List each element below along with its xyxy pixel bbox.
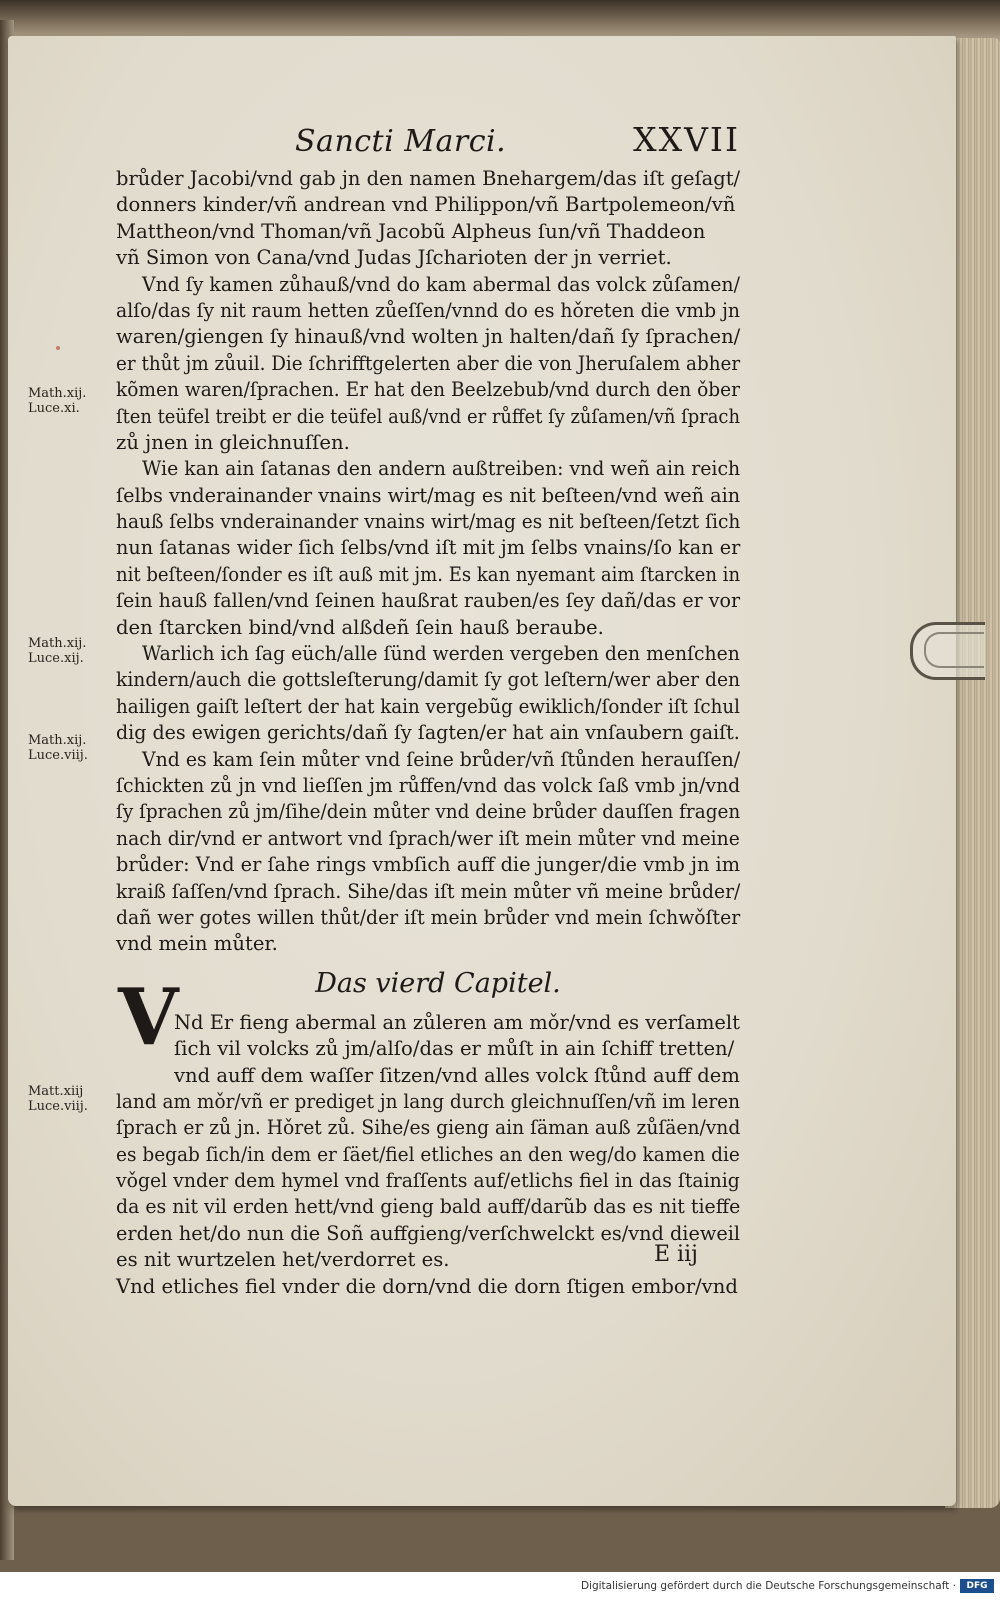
chapter-title: Das vierd Capitel. — [315, 967, 561, 999]
text-line: ſich vil volcks zů jm/alſo/das er můſt in ain ſchiff tretten/ — [174, 1037, 735, 1061]
text-line: dig des ewigen gerichts/dañ ſy ſagten/er hat ain vnſaubern gaiſt. — [116, 721, 740, 745]
folio-number: XXVII — [633, 120, 740, 159]
running-header — [295, 120, 740, 164]
margin-note-4 — [28, 1084, 108, 1114]
text-line: Vnd es kam ſein můter vnd ſeine brůder/vñ ſtůnden herauſſen/ — [142, 747, 741, 771]
text-line: ſchickten zů jn vnd lieſſen jm růffen/vnd das volck ſaß vmb jn/vnd — [116, 773, 741, 797]
margin-note-line: Math.xij. — [28, 636, 87, 651]
text-line: nach dir/vnd er antwort vnd ſprach/wer iſt mein můter vnd meine — [116, 826, 740, 850]
text-line: Warlich ich ſag eüch/alle ſünd werden vergeben den menſchen — [142, 642, 740, 666]
text-line: zů jnen in gleichnuſſen. — [116, 430, 350, 454]
text-line: waren/giengen ſy hinauß/vnd wolten jn halten/dañ ſy ſprachen/ — [116, 325, 741, 349]
footer-bar — [0, 1572, 1000, 1602]
running-title: Sancti Marci. — [295, 124, 507, 159]
text-line: da es nit vil erden hett/vnd gieng bald auff/darũb das es nit tieffe — [116, 1195, 741, 1219]
text-line: den ſtarcken bind/vnd alßdeñ ſein hauß beraube. — [116, 615, 604, 639]
margin-note-line: Math.xij. — [28, 386, 87, 401]
text-line: Vnd etliches fiel vnder die dorn/vnd die dorn ſtigen embor/vnd — [116, 1274, 738, 1298]
text-line: nit beſteen/ſonder es iſt auß mit jm. Es kan nyemant aim ſtarcken in — [116, 562, 741, 586]
text-line: dañ wer gotes willen thůt/der iſt mein brůder vnd mein ſchwǒſter — [116, 905, 741, 929]
dfg-logo: DFG — [960, 1579, 994, 1593]
funding-credit: Digitalisierung gefördert durch die Deutsche Forschungsgemeinschaft · — [580, 1580, 956, 1592]
text-line: vnd mein můter. — [116, 932, 278, 956]
text-line: ſein hauß fallen/vnd ſeinen haußrat rauben/es ſey dañ/das er vor — [116, 589, 741, 613]
text-line: er thůt jm zůuil. Die ſchrifftgelerten aber die von Jheruſalem abher — [116, 351, 741, 375]
text-line: vnd auff dem waſſer ſitzen/vnd alles volck ſtůnd auff dem — [174, 1063, 740, 1087]
text-block-chapter-3 — [116, 166, 740, 958]
text-line: land am mǒr/vñ er prediget jn lang durch gleichnuſſen/vñ im leren — [116, 1089, 740, 1113]
text-line: es nit wurtzelen het/verdorret es. — [116, 1248, 450, 1272]
text-line: Mattheon/vnd Thoman/vñ Jacobũ Alpheus ſun/vñ Thaddeon — [116, 219, 706, 243]
text-line: brůder: Vnd er ſahe rings vmbſich auff die junger/die vmb jn im — [116, 853, 741, 877]
margin-note-2 — [28, 636, 108, 666]
margin-note-line: Math.xij. — [28, 733, 87, 748]
drop-cap-initial: V — [118, 972, 179, 1063]
text-line: ſprach er zů jn. Hǒret zů. Sihe/es gieng ain ſäman auß zůſäen/vnd — [116, 1116, 741, 1140]
text-line: hauß ſelbs vnderainander vnains wirt/mag es nit beſteen/ſetzt ſich — [116, 510, 741, 534]
margin-note-line: Luce.xi. — [28, 401, 80, 416]
text-line: kindern/auch die gottslеſterung/damit ſy got leſtern/wer aber den — [116, 668, 741, 692]
text-line: vñ Simon von Cana/vnd Judas Jſcharioten der jn verriet. — [116, 246, 672, 270]
text-line: ſten teüfel treibt er die teüfel auß/vnd er růffet ſy zůſamen/vñ ſprach — [116, 404, 740, 428]
margin-note-line: Luce.viij. — [28, 1099, 88, 1114]
text-line: hailigen gaiſt leſtert der hat kain vergebũg ewiklich/ſonder iſt ſchul — [116, 694, 740, 718]
margin-note-3 — [28, 733, 108, 763]
text-line: ſy ſprachen zů jm/ſihe/dein můter vnd deine brůder dauſſen fragen — [116, 800, 741, 824]
margin-note-1 — [28, 386, 108, 416]
text-line: Nd Er fieng abermal an zůleren am mǒr/vnd es verſamelt — [174, 1010, 740, 1034]
text-line: erden het/do nun die Soñ auffgieng/verſchwelckt es/vnd dieweil — [116, 1221, 741, 1245]
bookmark-clip-inner — [924, 632, 984, 668]
text-line: brůder Jacobi/vnd gab jn den namen Bnehargem/das iſt geſagt/ — [116, 167, 741, 190]
text-line: kraiß ſaſſen/vnd ſprach. Sihe/das iſt mein můter vñ meine brůder/ — [116, 879, 741, 903]
text-block-chapter-4 — [116, 1010, 740, 1300]
text-line: nun ſatanas wider ſich ſelbs/vnd iſt mit jm ſelbs vnains/ſo kan er — [116, 536, 741, 560]
text-line: Wie kan ain ſatanas den andern außtreiben: vnd weñ ain reich — [142, 457, 741, 481]
margin-note-line: Matt.xiij — [28, 1084, 84, 1099]
ink-speck — [56, 346, 60, 350]
text-line: donners kinder/vñ andrean vnd Philippon/vñ Bartpolemeon/vñ — [116, 193, 736, 217]
text-line: es begab ſich/in dem er ſäet/fiel etliches an den weg/do kamen die — [116, 1142, 740, 1166]
text-line: Vnd ſy kamen zůhauß/vnd do kam abermal das volck zůſamen/ — [142, 272, 740, 296]
body-text — [116, 166, 740, 1300]
margin-note-line: Luce.viij. — [28, 748, 88, 763]
text-line: ſelbs vnderainander vnains wirt/mag es nit beſteen/vnd weñ ain — [116, 483, 741, 507]
margin-note-line: Luce.xij. — [28, 651, 84, 666]
text-line: vǒgel vnder dem hymel vnd fraſſents auf/etlichs fiel in das ſtainig — [116, 1169, 740, 1193]
text-line: alſo/das ſy nit raum hetten zůeſſen/vnnd do es hǒreten die vmb jn — [116, 298, 741, 322]
signature-mark: E iij — [654, 1242, 698, 1267]
text-line: kõmen waren/ſprachen. Er hat den Beelzebub/vnd durch den ǒber — [116, 378, 740, 402]
